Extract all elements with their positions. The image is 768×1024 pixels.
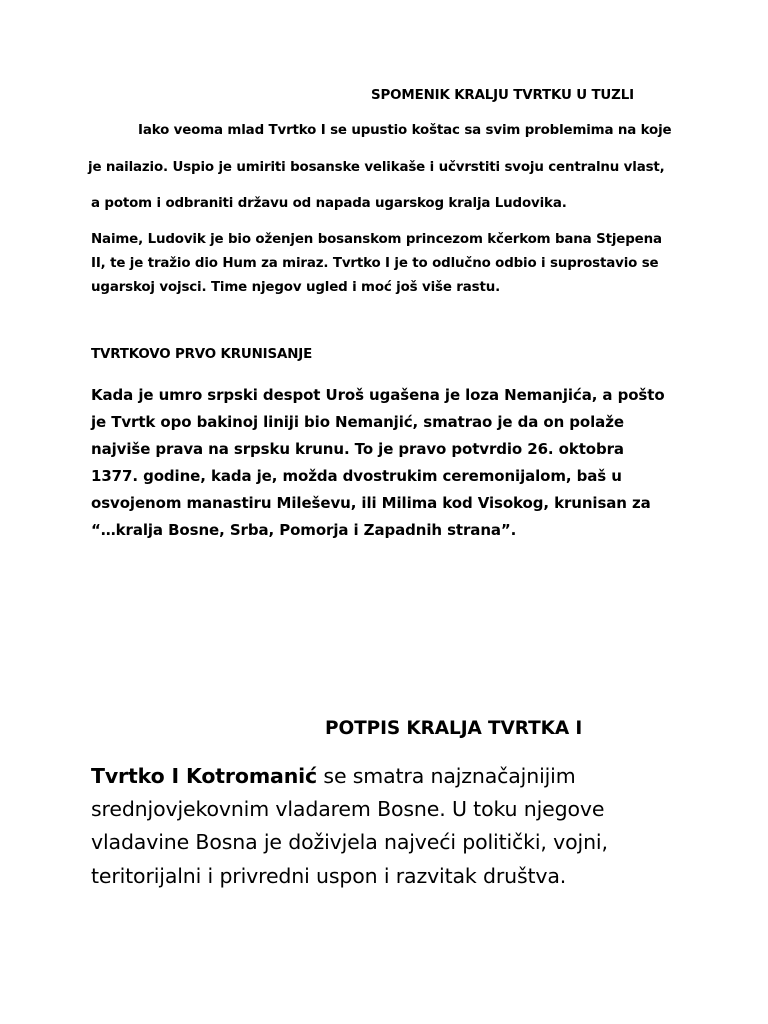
paragraph-2-line-3: ugarskoj vojsci. Time njegov ugled i moć još više rastu.: [91, 280, 501, 295]
paragraph-2-line-1: Naime, Ludovik je bio oženjen bosanskom princezom kčerkom bana Stjepena: [91, 232, 662, 247]
intro-line-1: Iako veoma mlad Tvrtko I se upustio koštac sa svim problemima na koje: [138, 123, 672, 138]
ruler-name: Tvrtko I Kotromanić: [91, 764, 318, 788]
coronation-line-5: osvojenom manastiru Mileševu, ili Milima kod Visokog, krunisan za: [91, 494, 651, 512]
coronation-line-6: “…kralja Bosne, Srba, Pomorja i Zapadnih strana”.: [91, 521, 517, 539]
final-line-4: teritorijalni i privredni uspon i razvitak društva.: [91, 864, 567, 888]
coronation-line-2: je Tvrtk opo bakinoj liniji bio Nemanjić, smatrao je da on polaže: [91, 413, 624, 431]
coronation-line-3: najviše prava na srpsku krunu. To je pravo potvrdio 26. oktobra: [91, 440, 624, 458]
final-line-2: srednjovjekovnim vladarem Bosne. U toku njegove: [91, 797, 605, 821]
paragraph-2-line-2: II, te je tražio dio Hum za miraz. Tvrtko I je to odlučno odbio i suprostavio se: [91, 256, 659, 271]
final-line-3: vladavine Bosna je doživjela najveći politički, vojni,: [91, 830, 608, 854]
coronation-line-1: Kada je umro srpski despot Uroš ugašena je loza Nemanjića, a pošto: [91, 386, 665, 404]
intro-line-2: je nailazio. Uspio je umiriti bosanske velikaše i učvrstiti svoju centralnu vlast,: [88, 160, 665, 175]
document-title: SPOMENIK KRALJU TVRTKU U TUZLI: [371, 88, 634, 103]
coronation-heading: TVRTKOVO PRVO KRUNISANJE: [91, 347, 313, 362]
signature-heading: POTPIS KRALJA TVRTKA I: [325, 718, 583, 739]
intro-line-3: a potom i odbraniti državu od napada ugarskog kralja Ludovika.: [91, 196, 567, 211]
coronation-line-4: 1377. godine, kada je, možda dvostrukim ceremonijalom, baš u: [91, 467, 622, 485]
final-line-1: [91, 764, 576, 788]
final-line-1-rest: se smatra najznačajnijim: [317, 764, 576, 788]
